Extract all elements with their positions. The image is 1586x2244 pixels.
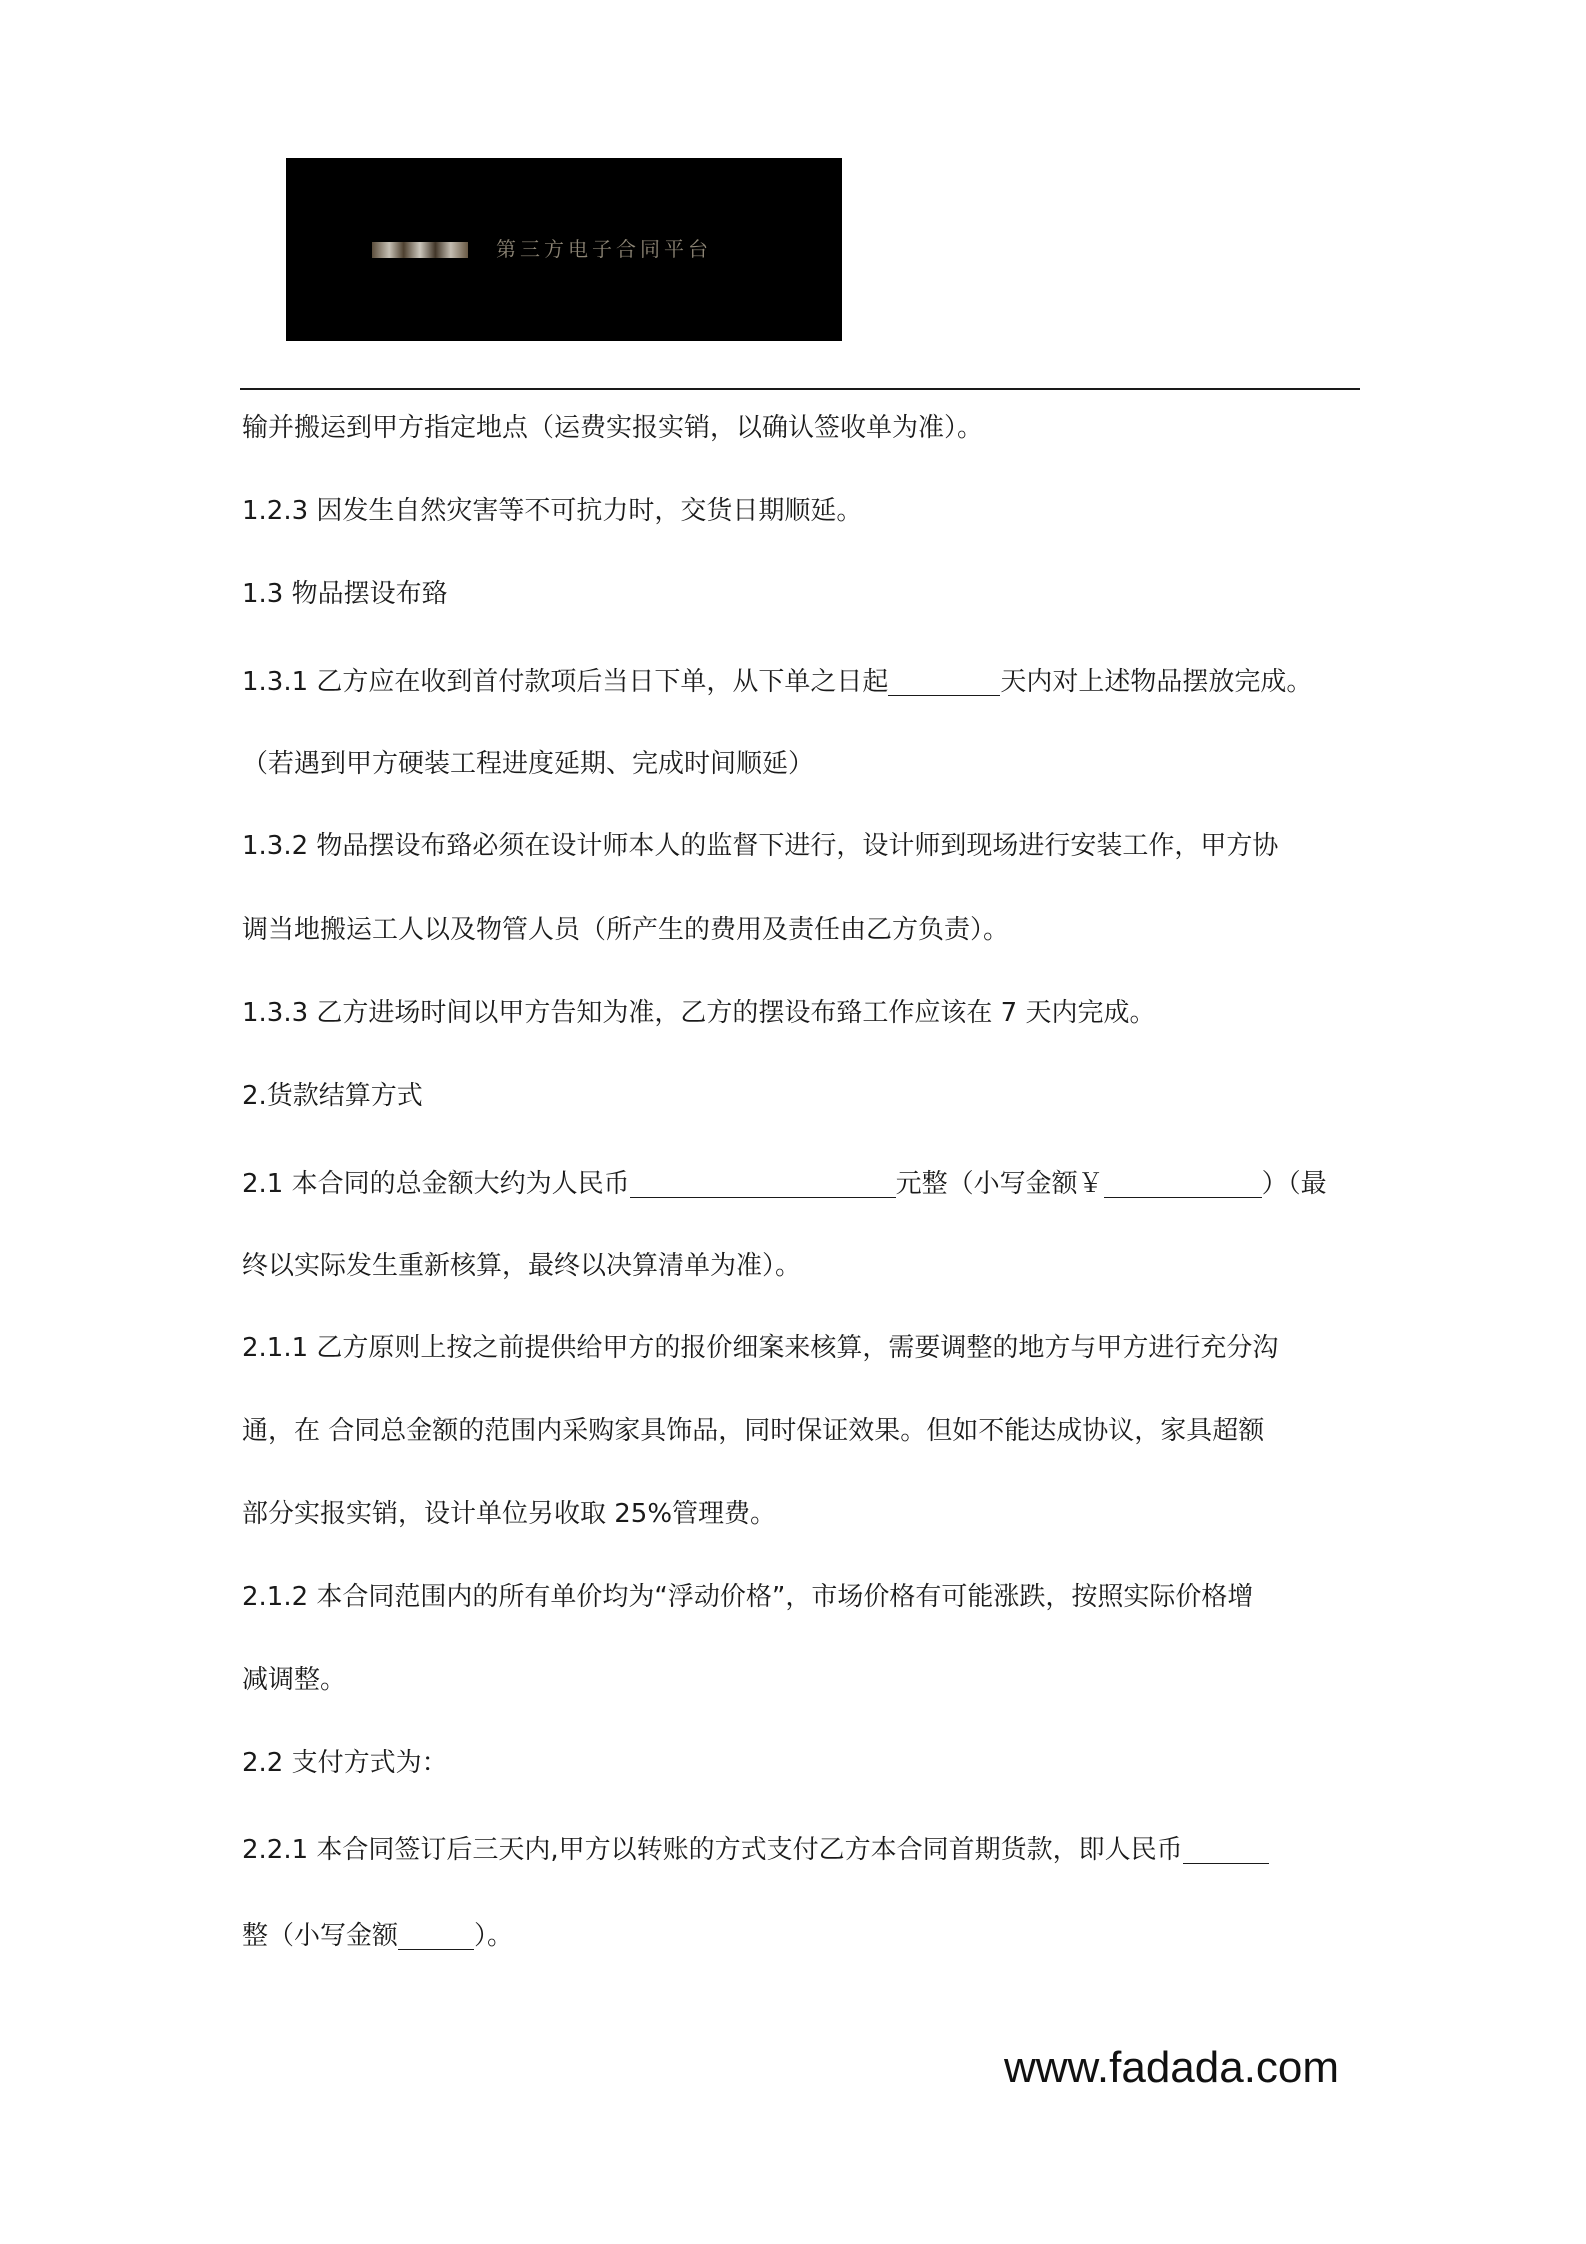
paragraph (242, 1832, 1360, 1868)
text-segment: 1.3.1 乙方应在收到首付款项后当日下单，从下单之日起 (242, 667, 889, 697)
fill-blank (888, 667, 1000, 696)
text-segment: 元整（小写金额￥ (895, 1169, 1104, 1199)
paragraph (242, 664, 1360, 700)
paragraph: 2.1.1 乙方原则上按之前提供给甲方的报价细案来核算，需要调整的地方与甲方进行充分沟 (242, 1333, 1279, 1363)
paragraph: 减调整。 (242, 1665, 347, 1695)
banner-text: 第三方电子合同平台 (496, 237, 712, 261)
paragraph: 1.2.3 因发生自然灾害等不可抗力时，交货日期顺延。 (242, 496, 863, 526)
paragraph: 1.3.3 乙方进场时间以甲方告知为准，乙方的摆设布臵工作应该在 7 天内完成。 (242, 998, 1156, 1028)
fill-blank (398, 1921, 474, 1950)
fill-blank (630, 1169, 896, 1198)
banner-logo (372, 242, 468, 258)
paragraph (242, 1918, 1360, 1954)
section-heading: 2.2 支付方式为： (242, 1748, 448, 1778)
text-segment: ）（最 (1261, 1169, 1327, 1199)
header-banner (286, 158, 842, 341)
header-rule (240, 388, 1360, 390)
section-heading: 1.3 物品摆设布臵 (242, 579, 448, 609)
text-segment: 2.1 本合同的总金额大约为人民币 (242, 1169, 630, 1199)
paragraph: 终以实际发生重新核算，最终以决算清单为准）。 (242, 1251, 802, 1281)
text-segment: 天内对上述物品摆放完成。 (1000, 667, 1313, 697)
paragraph: 1.3.2 物品摆设布臵必须在设计师本人的监督下进行，设计师到现场进行安装工作，甲方协 (242, 831, 1279, 861)
text-segment: ）。 (474, 1921, 514, 1951)
paragraph: 部分实报实销，设计单位另收取 25%管理费。 (242, 1499, 777, 1529)
paragraph: 调当地搬运工人以及物管人员（所产生的费用及责任由乙方负责）。 (242, 915, 1010, 945)
fill-blank (1104, 1169, 1262, 1198)
paragraph (242, 1166, 1360, 1202)
paragraph: 通，在 合同总金额的范围内采购家具饰品，同时保证效果。但如不能达成协议，家具超额 (242, 1416, 1265, 1446)
text-segment: 整（小写金额 (242, 1921, 399, 1951)
section-heading: 2.货款结算方式 (242, 1081, 423, 1111)
paragraph: 输并搬运到甲方指定地点（运费实报实销，以确认签收单为准）。 (242, 413, 984, 443)
text-segment: 2.2.1 本合同签订后三天内,甲方以转账的方式支付乙方本合同首期货款，即人民币 (242, 1835, 1183, 1865)
paragraph: 2.1.2 本合同范围内的所有单价均为“浮动价格”，市场价格有可能涨跌，按照实际价格增 (242, 1582, 1254, 1612)
footer-url: www.fadada.com (1004, 2043, 1340, 2092)
fill-blank (1183, 1835, 1269, 1864)
paragraph: （若遇到甲方硬装工程进度延期、完成时间顺延） (242, 749, 815, 779)
